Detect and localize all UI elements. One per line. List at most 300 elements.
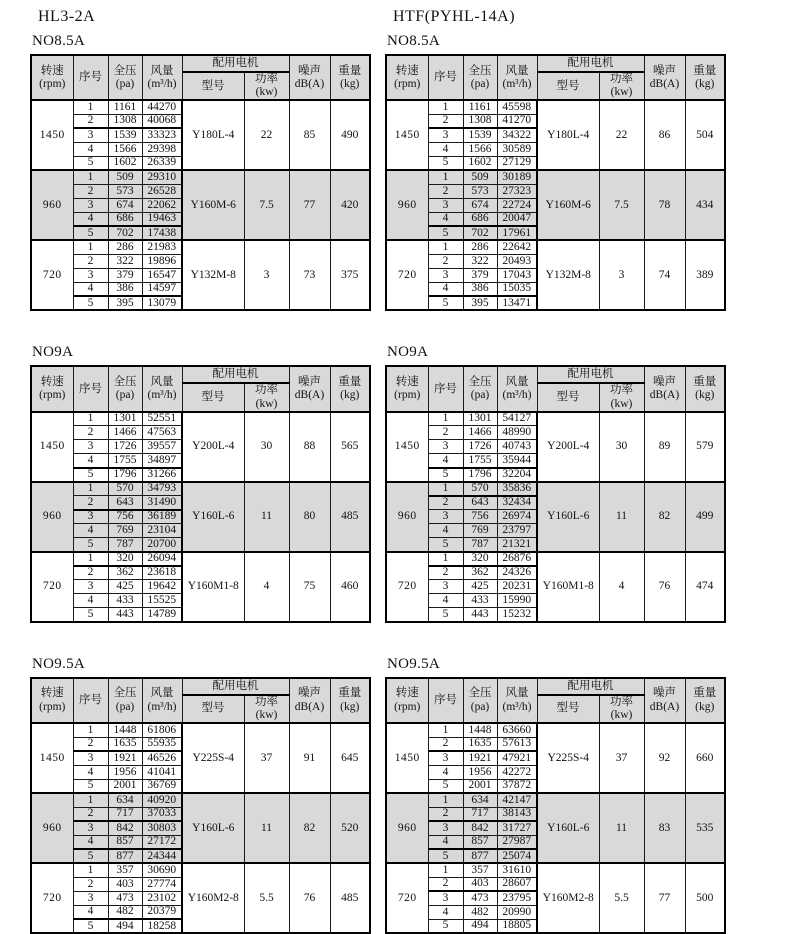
cell-airflow: 14597: [142, 282, 182, 296]
cell-airflow: 26974: [497, 510, 537, 524]
cell-motor-power: 37: [599, 723, 644, 793]
table-body: [31, 412, 370, 622]
cell-serial: 3: [428, 198, 463, 212]
cell-airflow: 27987: [497, 835, 537, 849]
header-speed-line2: (rpm): [394, 700, 421, 713]
cell-airflow: 17043: [497, 268, 537, 282]
cell-airflow: 29310: [142, 170, 182, 184]
table-header: [386, 366, 725, 411]
cell-noise: 91: [289, 723, 330, 793]
cell-pressure: 1308: [108, 114, 142, 128]
header-noise-line1: 噪声: [653, 64, 676, 77]
cell-serial: 3: [428, 268, 463, 282]
cell-pressure: 494: [108, 919, 142, 933]
cell-pressure: 1956: [463, 765, 497, 779]
cell-motor-power: 5.5: [599, 863, 644, 933]
cell-serial: 1: [428, 863, 463, 877]
fan-spec-table: [385, 54, 726, 311]
table-body: [31, 723, 370, 933]
cell-weight: 565: [330, 412, 370, 482]
cell-airflow: 20493: [497, 254, 537, 268]
cell-noise: 82: [644, 482, 685, 552]
cell-serial: 4: [428, 524, 463, 538]
cell-serial: 5: [428, 156, 463, 170]
cell-pressure: 379: [463, 268, 497, 282]
cell-motor-model: Y225S-4: [537, 723, 599, 793]
cell-serial: 3: [73, 580, 108, 594]
cell-airflow: 32434: [497, 496, 537, 510]
cell-pressure: 403: [463, 877, 497, 891]
cell-rpm: 960: [386, 482, 428, 552]
cell-pressure: 674: [463, 198, 497, 212]
cell-pressure: 386: [463, 282, 497, 296]
cell-rpm: 960: [31, 482, 73, 552]
cell-pressure: 756: [463, 510, 497, 524]
fan-size-label: NO8.5A: [387, 33, 441, 49]
spec-row: [31, 552, 370, 566]
cell-serial: 5: [428, 608, 463, 622]
cell-pressure: 1566: [108, 142, 142, 156]
cell-airflow: 34322: [497, 128, 537, 142]
cell-serial: 4: [73, 835, 108, 849]
cell-serial: 1: [73, 552, 108, 566]
cell-serial: 2: [428, 496, 463, 510]
cell-motor-model: Y180L-4: [537, 100, 599, 170]
cell-pressure: 1448: [108, 723, 142, 737]
cell-serial: 4: [428, 282, 463, 296]
header-pressure-line1: 全压: [113, 375, 137, 388]
header-speed-line1: 转速: [40, 64, 64, 77]
cell-motor-power: 3: [599, 240, 644, 310]
cell-pressure: 379: [108, 268, 142, 282]
cell-noise: 76: [289, 863, 330, 933]
fan-size-label: NO9A: [32, 344, 74, 361]
header-serial: 序号: [428, 678, 463, 723]
cell-airflow: 27774: [142, 877, 182, 891]
cell-pressure: 1602: [108, 156, 142, 170]
header-serial: 序号: [73, 55, 108, 100]
cell-pressure: 1921: [463, 751, 497, 765]
cell-pressure: 395: [108, 296, 142, 310]
cell-serial: 5: [428, 779, 463, 793]
header-noise-line2: dB(A): [649, 700, 680, 713]
header-motor-model: 型号: [537, 695, 599, 723]
cell-serial: 3: [73, 198, 108, 212]
cell-motor-power: 11: [599, 482, 644, 552]
cell-airflow: 47921: [497, 751, 537, 765]
cell-motor-model: Y160M-6: [537, 170, 599, 240]
cell-pressure: 570: [108, 482, 142, 496]
header-pressure: [108, 55, 142, 100]
cell-motor-power: 4: [599, 552, 644, 622]
cell-pressure: 473: [463, 891, 497, 905]
cell-airflow: 15035: [497, 282, 537, 296]
cell-noise: 75: [289, 552, 330, 622]
cell-rpm: 720: [386, 552, 428, 622]
header-motor-model: 型号: [182, 383, 244, 411]
cell-rpm: 1450: [386, 723, 428, 793]
cell-pressure: 1466: [463, 426, 497, 440]
cell-pressure: 494: [463, 919, 497, 933]
cell-airflow: 30189: [497, 170, 537, 184]
cell-serial: 2: [73, 566, 108, 580]
cell-airflow: 45598: [497, 100, 537, 114]
cell-serial: 4: [428, 142, 463, 156]
header-noise-line1: 噪声: [298, 375, 321, 388]
header-speed: [386, 678, 428, 723]
cell-noise: 77: [644, 863, 685, 933]
cell-motor-model: Y160M2-8: [537, 863, 599, 933]
cell-serial: 5: [428, 226, 463, 240]
cell-airflow: 26528: [142, 184, 182, 198]
header-weight-line2: (kg): [695, 77, 715, 90]
header-noise-line2: dB(A): [294, 700, 325, 713]
header-pressure: [463, 678, 497, 723]
cell-airflow: 24326: [497, 566, 537, 580]
cell-motor-model: Y132M-8: [182, 240, 244, 310]
header-pressure-line1: 全压: [113, 64, 137, 77]
cell-airflow: 26094: [142, 552, 182, 566]
cell-rpm: 1450: [386, 412, 428, 482]
cell-noise: 89: [644, 412, 685, 482]
header-airflow: [497, 366, 537, 411]
header-pressure: [463, 55, 497, 100]
cell-airflow: 30690: [142, 863, 182, 877]
cell-pressure: 1726: [463, 440, 497, 454]
cell-airflow: 31490: [142, 496, 182, 510]
table-header: [386, 55, 725, 100]
header-speed-line1: 转速: [395, 687, 419, 700]
header-noise: [289, 55, 330, 100]
header-motor-power: 功率(kw): [244, 72, 289, 100]
cell-airflow: 13079: [142, 296, 182, 310]
fan-size-label: NO9.5A: [387, 655, 441, 672]
header-weight-line2: (kg): [695, 389, 715, 402]
cell-airflow: 22724: [497, 198, 537, 212]
spec-row: [386, 412, 725, 426]
cell-airflow: 24344: [142, 849, 182, 863]
cell-pressure: 702: [463, 226, 497, 240]
cell-noise: 73: [289, 240, 330, 310]
cell-serial: 3: [73, 128, 108, 142]
header-speed-line2: (rpm): [394, 77, 421, 90]
header-noise: [289, 678, 330, 723]
cell-airflow: 30803: [142, 821, 182, 835]
cell-pressure: 842: [108, 821, 142, 835]
cell-airflow: 19463: [142, 212, 182, 226]
cell-airflow: 36189: [142, 510, 182, 524]
header-pressure-line1: 全压: [113, 687, 137, 700]
cell-serial: 4: [73, 454, 108, 468]
header-motor-power: 功率(kw): [244, 383, 289, 411]
header-airflow-line1: 风量: [505, 375, 529, 388]
cell-rpm: 1450: [386, 100, 428, 170]
cell-motor-power: 30: [244, 412, 289, 482]
cell-rpm: 960: [31, 793, 73, 863]
table-header: [31, 366, 370, 411]
cell-rpm: 960: [386, 170, 428, 240]
cell-serial: 1: [73, 170, 108, 184]
header-airflow: [497, 678, 537, 723]
cell-pressure: 509: [108, 170, 142, 184]
header-noise: [644, 678, 685, 723]
header-pressure-line2: (pa): [115, 700, 135, 713]
cell-pressure: 570: [463, 482, 497, 496]
cell-serial: 3: [73, 751, 108, 765]
cell-serial: 2: [73, 426, 108, 440]
cell-pressure: 643: [108, 496, 142, 510]
header-pressure-line1: 全压: [468, 375, 492, 388]
cell-airflow: 14789: [142, 608, 182, 622]
series-title: HL3-2A: [38, 8, 96, 25]
header-weight: [685, 55, 725, 100]
cell-pressure: 674: [108, 198, 142, 212]
cell-weight: 389: [685, 240, 725, 310]
header-speed-line1: 转速: [395, 64, 419, 77]
cell-rpm: 960: [31, 170, 73, 240]
cell-serial: 4: [428, 212, 463, 226]
header-pressure-line2: (pa): [470, 77, 490, 90]
cell-serial: 5: [73, 296, 108, 310]
cell-serial: 1: [428, 100, 463, 114]
cell-noise: 82: [289, 793, 330, 863]
cell-motor-model: Y160L-6: [537, 793, 599, 863]
spec-row: [386, 863, 725, 877]
cell-motor-power: 11: [244, 482, 289, 552]
header-speed-line2: (rpm): [39, 700, 66, 713]
spec-row: [31, 863, 370, 877]
cell-serial: 3: [428, 440, 463, 454]
spec-row: [31, 240, 370, 254]
cell-weight: 434: [685, 170, 725, 240]
cell-pressure: 403: [108, 877, 142, 891]
cell-airflow: 34793: [142, 482, 182, 496]
cell-pressure: 877: [108, 849, 142, 863]
header-weight-line1: 重量: [338, 64, 362, 77]
header-pressure: [108, 366, 142, 411]
cell-pressure: 1755: [108, 454, 142, 468]
header-noise-line1: 噪声: [298, 687, 321, 700]
cell-serial: 1: [73, 240, 108, 254]
cell-airflow: 21983: [142, 240, 182, 254]
header-speed: [386, 366, 428, 411]
cell-airflow: 18258: [142, 919, 182, 933]
cell-airflow: 54127: [497, 412, 537, 426]
cell-serial: 4: [73, 524, 108, 538]
header-noise-line2: dB(A): [294, 77, 325, 90]
cell-serial: 4: [73, 282, 108, 296]
spec-row: [31, 793, 370, 807]
table-header: [386, 678, 725, 723]
cell-pressure: 443: [463, 608, 497, 622]
header-airflow-line2: (m³/h): [147, 700, 177, 713]
cell-pressure: 787: [108, 538, 142, 552]
header-motor-group: 配用电机: [537, 366, 644, 383]
cell-airflow: 22062: [142, 198, 182, 212]
cell-airflow: 30589: [497, 142, 537, 156]
cell-serial: 4: [428, 594, 463, 608]
cell-airflow: 35836: [497, 482, 537, 496]
cell-airflow: 31266: [142, 468, 182, 482]
cell-airflow: 26876: [497, 552, 537, 566]
cell-airflow: 33323: [142, 128, 182, 142]
cell-serial: 2: [428, 184, 463, 198]
cell-airflow: 15232: [497, 608, 537, 622]
cell-pressure: 1635: [463, 737, 497, 751]
cell-motor-model: Y132M-8: [537, 240, 599, 310]
fan-spec-table: [385, 365, 726, 622]
cell-serial: 2: [428, 114, 463, 128]
cell-serial: 5: [73, 779, 108, 793]
cell-pressure: 717: [463, 807, 497, 821]
cell-pressure: 2001: [108, 779, 142, 793]
cell-serial: 5: [428, 468, 463, 482]
header-weight-line2: (kg): [340, 77, 360, 90]
cell-pressure: 1539: [108, 128, 142, 142]
cell-pressure: 573: [463, 184, 497, 198]
header-speed-line2: (rpm): [394, 389, 421, 402]
cell-weight: 485: [330, 482, 370, 552]
cell-motor-power: 4: [244, 552, 289, 622]
spec-row: [31, 723, 370, 737]
cell-rpm: 1450: [31, 100, 73, 170]
header-weight: [685, 366, 725, 411]
cell-airflow: 41270: [497, 114, 537, 128]
cell-serial: 5: [73, 468, 108, 482]
cell-serial: 3: [428, 510, 463, 524]
spec-row: [386, 482, 725, 496]
cell-rpm: 720: [386, 240, 428, 310]
header-weight-line1: 重量: [693, 64, 717, 77]
cell-airflow: 22642: [497, 240, 537, 254]
cell-airflow: 17438: [142, 226, 182, 240]
header-weight: [330, 55, 370, 100]
header-motor-model: 型号: [537, 72, 599, 100]
cell-airflow: 15525: [142, 594, 182, 608]
cell-pressure: 877: [463, 849, 497, 863]
cell-motor-model: Y160M1-8: [182, 552, 244, 622]
cell-weight: 520: [330, 793, 370, 863]
cell-serial: 5: [73, 849, 108, 863]
cell-motor-power: 7.5: [599, 170, 644, 240]
cell-noise: 77: [289, 170, 330, 240]
cell-serial: 3: [428, 580, 463, 594]
cell-airflow: 55935: [142, 737, 182, 751]
header-motor-group: 配用电机: [182, 366, 289, 383]
cell-pressure: 443: [108, 608, 142, 622]
cell-motor-model: Y225S-4: [182, 723, 244, 793]
cell-airflow: 27172: [142, 835, 182, 849]
fan-spec-table: [30, 677, 371, 934]
header-row-top: [386, 678, 725, 695]
cell-serial: 2: [73, 254, 108, 268]
header-pressure-line2: (pa): [470, 389, 490, 402]
cell-weight: 474: [685, 552, 725, 622]
header-pressure-line1: 全压: [468, 687, 492, 700]
header-speed-line1: 转速: [395, 375, 419, 388]
cell-serial: 2: [73, 877, 108, 891]
cell-pressure: 769: [108, 524, 142, 538]
cell-weight: 375: [330, 240, 370, 310]
cell-airflow: 23618: [142, 566, 182, 580]
cell-pressure: 1308: [463, 114, 497, 128]
cell-airflow: 32204: [497, 468, 537, 482]
cell-pressure: 362: [108, 566, 142, 580]
header-airflow-line1: 风量: [150, 64, 174, 77]
cell-airflow: 20700: [142, 538, 182, 552]
cell-airflow: 17961: [497, 226, 537, 240]
header-row-top: [31, 678, 370, 695]
header-noise-line1: 噪声: [653, 687, 676, 700]
header-weight-line2: (kg): [340, 389, 360, 402]
cell-airflow: 61806: [142, 723, 182, 737]
cell-airflow: 29398: [142, 142, 182, 156]
header-pressure: [108, 678, 142, 723]
header-noise-line2: dB(A): [649, 77, 680, 90]
cell-pressure: 1726: [108, 440, 142, 454]
cell-pressure: 482: [463, 905, 497, 919]
header-airflow-line1: 风量: [150, 375, 174, 388]
table-body: [31, 100, 370, 310]
cell-motor-power: 30: [599, 412, 644, 482]
cell-pressure: 386: [108, 282, 142, 296]
cell-airflow: 27129: [497, 156, 537, 170]
cell-serial: 3: [428, 821, 463, 835]
fan-size-section: [385, 656, 726, 934]
header-weight: [330, 366, 370, 411]
cell-motor-power: 7.5: [244, 170, 289, 240]
cell-serial: 1: [428, 170, 463, 184]
header-weight-line1: 重量: [693, 687, 717, 700]
header-motor-model: 型号: [537, 383, 599, 411]
cell-serial: 1: [428, 793, 463, 807]
header-motor-group: 配用电机: [182, 55, 289, 72]
cell-pressure: 433: [108, 594, 142, 608]
header-row-top: [386, 55, 725, 72]
header-pressure-line2: (pa): [470, 700, 490, 713]
cell-serial: 1: [73, 793, 108, 807]
cell-pressure: 320: [108, 552, 142, 566]
cell-airflow: 25074: [497, 849, 537, 863]
spec-row: [31, 412, 370, 426]
cell-pressure: 756: [108, 510, 142, 524]
cell-airflow: 28607: [497, 877, 537, 891]
header-motor-group: 配用电机: [537, 678, 644, 695]
header-weight-line1: 重量: [338, 687, 362, 700]
cell-rpm: 720: [386, 863, 428, 933]
header-airflow-line2: (m³/h): [502, 77, 532, 90]
cell-noise: 76: [644, 552, 685, 622]
cell-airflow: 31727: [497, 821, 537, 835]
header-pressure-line1: 全压: [468, 64, 492, 77]
cell-noise: 78: [644, 170, 685, 240]
header-motor-power: 功率(kw): [599, 695, 644, 723]
cell-pressure: 643: [463, 496, 497, 510]
cell-pressure: 473: [108, 891, 142, 905]
cell-pressure: 395: [463, 296, 497, 310]
cell-serial: 3: [428, 891, 463, 905]
header-motor-group: 配用电机: [182, 678, 289, 695]
cell-airflow: 37872: [497, 779, 537, 793]
header-motor-group: 配用电机: [537, 55, 644, 72]
header-noise-line2: dB(A): [294, 389, 325, 402]
fan-size-section: [385, 344, 726, 622]
cell-serial: 5: [428, 296, 463, 310]
header-speed: [386, 55, 428, 100]
cell-serial: 4: [73, 905, 108, 919]
header-pressure: [463, 366, 497, 411]
header-speed-line2: (rpm): [39, 77, 66, 90]
